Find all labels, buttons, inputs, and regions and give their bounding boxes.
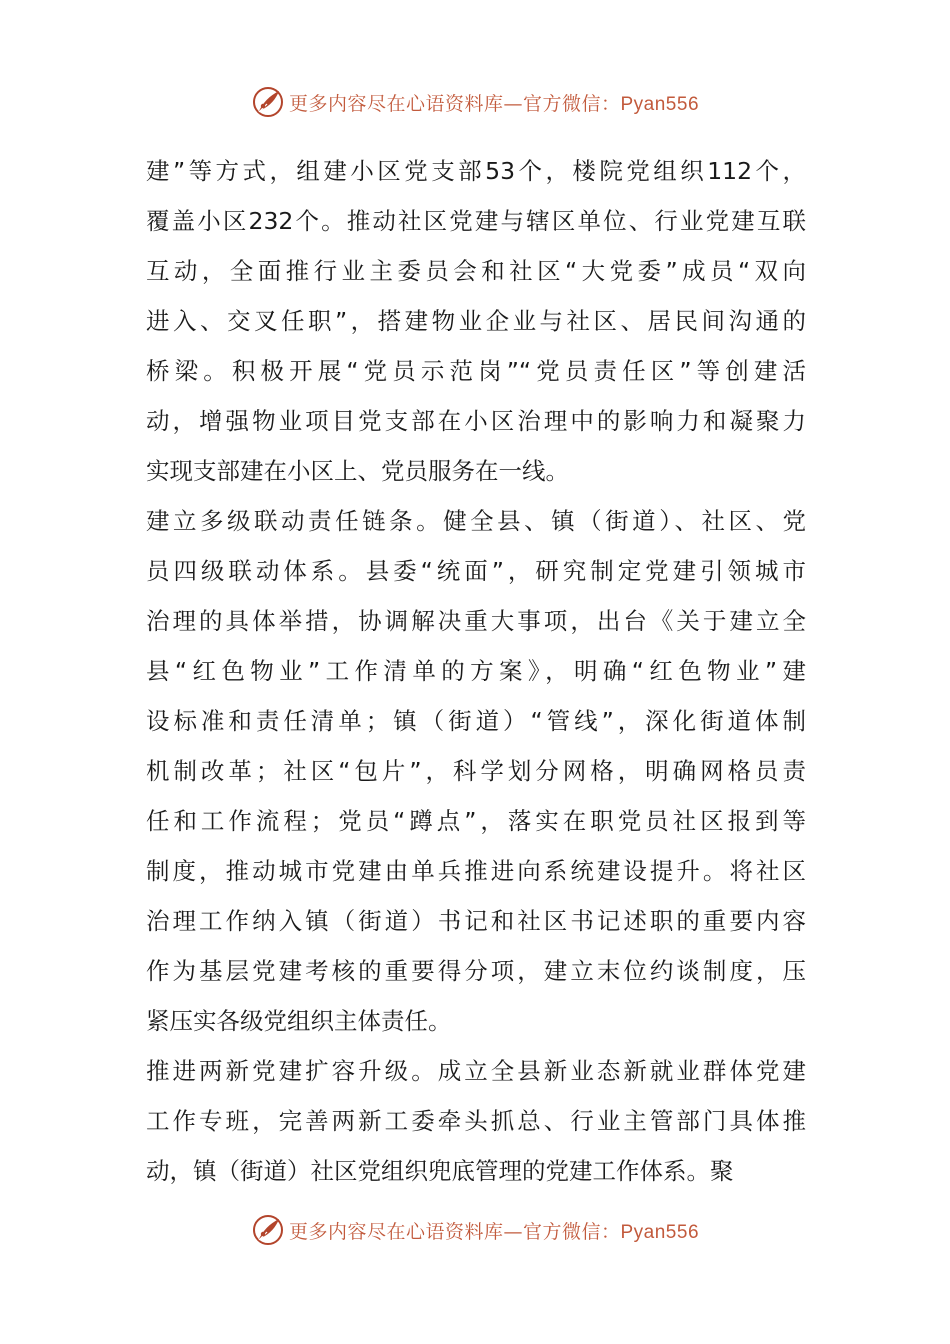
watermark-text [289, 89, 699, 116]
text-line: 设标准和责任清单；镇（街道）“管线”，深化街道体制 [146, 707, 806, 735]
text-line: 动，增强物业项目党支部在小区治理中的影响力和凝聚力 [146, 407, 806, 435]
text-line: 任和工作流程；党员“蹲点”，落实在职党员社区报到等 [146, 807, 806, 835]
text-line: 员四级联动体系。县委“统面”，研究制定党建引领城市 [146, 557, 806, 585]
text-line: 实现支部建在小区上、党员服务在一线。 [146, 457, 569, 485]
watermark-text [289, 1217, 699, 1244]
text-line: 县“红色物业”工作清单的方案》，明确“红色物业”建 [146, 657, 806, 685]
header-watermark-banner [0, 82, 950, 122]
paragraph [146, 496, 806, 1046]
paragraph [146, 1046, 806, 1196]
document-body [146, 146, 806, 1196]
watermark-account: Pyan556 [620, 93, 700, 115]
text-line: 建立多级联动责任链条。健全县、镇（街道）、社区、党 [146, 507, 806, 535]
footer-watermark-banner [0, 1210, 950, 1250]
text-line: 推进两新党建扩容升级。成立全县新业态新就业群体党建 [146, 1057, 806, 1085]
text-line: 建”等方式，组建小区党支部53个，楼院党组织112个， [146, 157, 806, 185]
text-line: 紧压实各级党组织主体责任。 [146, 1007, 452, 1035]
text-line: 进入、交叉任职”，搭建物业企业与社区、居民间沟通的 [146, 307, 806, 335]
text-line: 互动，全面推行业主委员会和社区“大党委”成员“双向 [146, 257, 806, 285]
text-line: 作为基层党建考核的重要得分项，建立末位约谈制度，压 [146, 957, 806, 985]
text-line: 桥梁。积极开展“党员示范岗”“党员责任区”等创建活 [146, 357, 806, 385]
paragraph [146, 146, 806, 496]
watermark-account: Pyan556 [620, 1221, 700, 1243]
text-line: 治理的具体举措，协调解决重大事项，出台《关于建立全 [146, 607, 806, 635]
text-line: 工作专班，完善两新工委牵头抓总、行业主管部门具体推 [146, 1107, 806, 1135]
quill-logo-icon [251, 1213, 285, 1247]
text-line: 治理工作纳入镇（街道）书记和社区书记述职的重要内容 [146, 907, 806, 935]
text-line: 动，镇（街道）社区党组织兜底管理的党建工作体系。聚 [146, 1157, 734, 1185]
text-line: 覆盖小区232个。推动社区党建与辖区单位、行业党建互联 [146, 207, 806, 235]
watermark-label: 更多内容尽在心语资料库—官方微信： [288, 92, 621, 115]
watermark-label: 更多内容尽在心语资料库—官方微信： [288, 1220, 621, 1243]
text-line: 机制改革；社区“包片”，科学划分网格，明确网格员责 [146, 757, 806, 785]
text-line: 制度，推动城市党建由单兵推进向系统建设提升。将社区 [146, 857, 806, 885]
quill-logo-icon [251, 85, 285, 119]
